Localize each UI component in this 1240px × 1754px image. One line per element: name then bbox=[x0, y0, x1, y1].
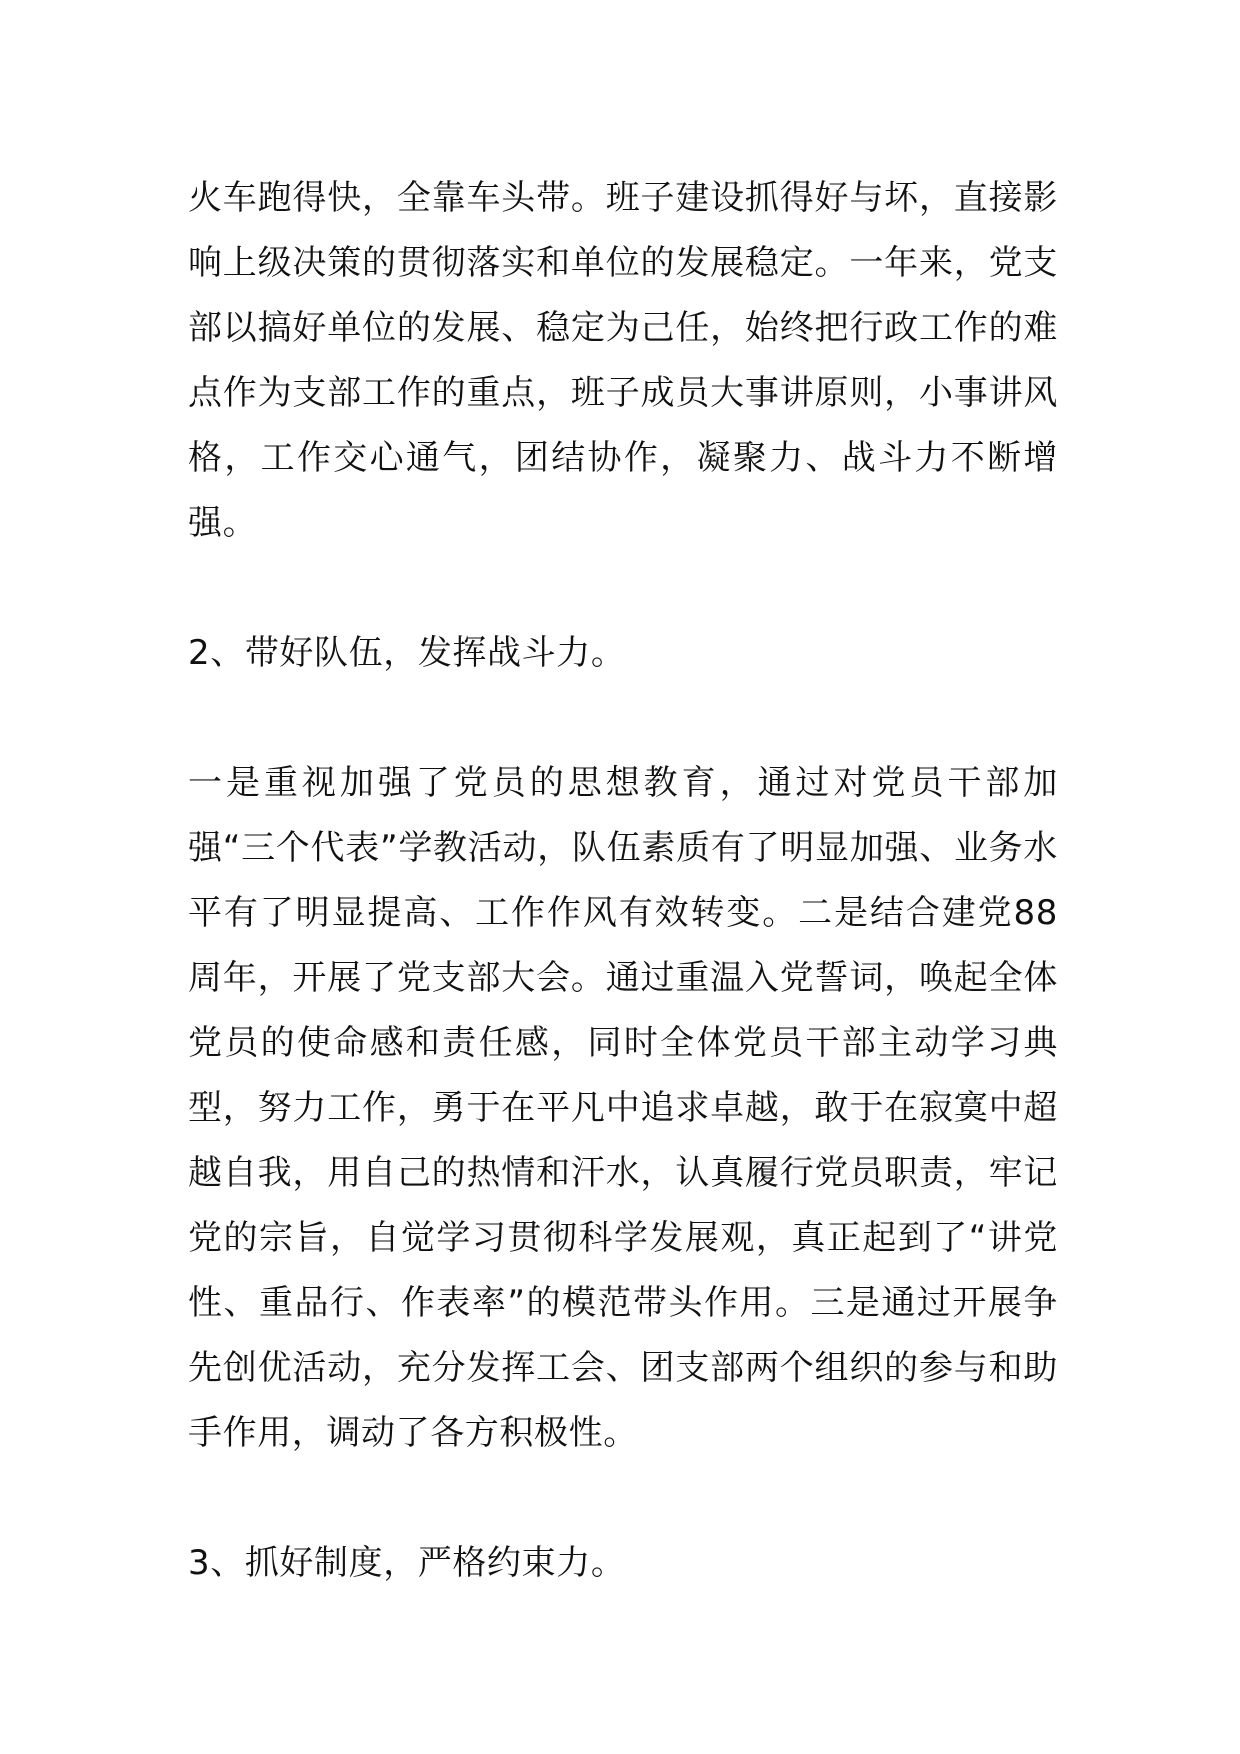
paragraph-spacer bbox=[188, 1466, 1058, 1531]
section-heading-2: 2、带好队伍，发挥战斗力。 bbox=[188, 633, 626, 673]
document-body bbox=[188, 166, 1058, 1596]
paragraph-team-leadership: 一是重视加强了党员的思想教育，通过对党员干部加强“三个代表”学教活动，队伍素质有了明显加强、业务水平有了明显提高、工作作风有效转变。二是结合建党88周年，开展了党支部大会。通过重温入党誓词，唤起全体党员的使命感和责任感，同时全体党员干部主动学习典型，努力工作，勇于在平凡中追求卓越，敢于在寂寞中超越自我，用自己的热情和汗水，认真履行党员职责，牢记党的宗旨，自觉学习贯彻科学发展观，真正起到了“讲党性、重品行、作表率”的模范带头作用。三是通过开展争先创优活动，充分发挥工会、团支部两个组织的参与和助手作用，调动了各方积极性。 bbox=[188, 763, 1058, 1453]
paragraph-spacer bbox=[188, 556, 1058, 621]
paragraph-team-building: 火车跑得快，全靠车头带。班子建设抓得好与坏，直接影响上级决策的贯彻落实和单位的发展稳定。一年来，党支部以搞好单位的发展、稳定为己任，始终把行政工作的难点作为支部工作的重点，班子成员大事讲原则，小事讲风格，工作交心通气，团结协作，凝聚力、战斗力不断增强。 bbox=[188, 178, 1058, 543]
section-heading-3: 3、抓好制度，严格约束力。 bbox=[188, 1543, 626, 1583]
paragraph-spacer bbox=[188, 686, 1058, 751]
